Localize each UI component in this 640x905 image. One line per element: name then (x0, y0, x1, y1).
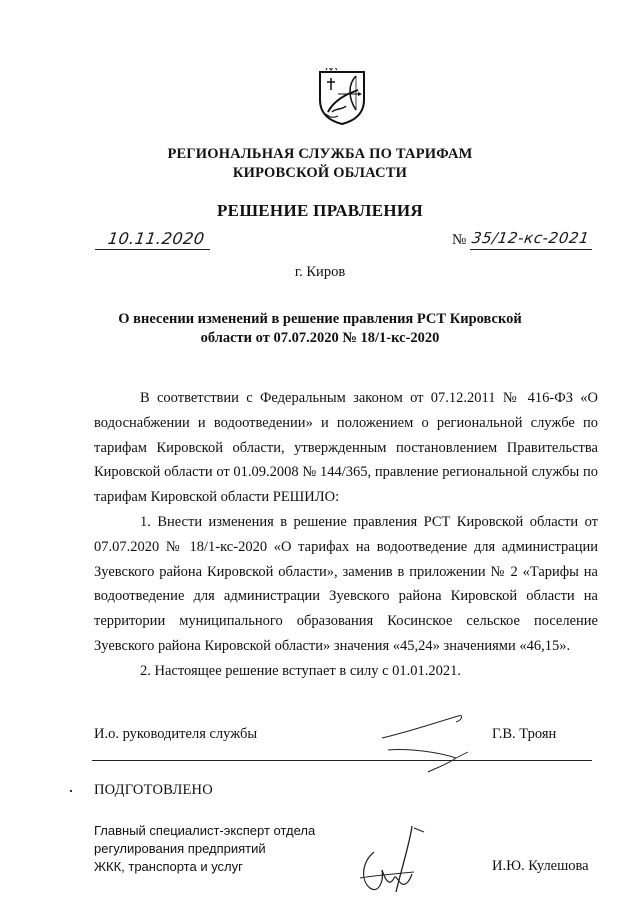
document-body (94, 386, 598, 684)
handwritten-signature (378, 708, 488, 773)
organization-name-line2: КИРОВСКОЙ ОБЛАСТИ (232, 165, 408, 181)
handwritten-date: 10.11.2020 (106, 229, 206, 248)
preparer-role-line3: ЖКК, транспорта и услуг (94, 859, 243, 874)
date-underline (95, 249, 210, 250)
number-underline (470, 249, 592, 250)
coat-of-arms-emblem (318, 68, 366, 126)
prepared-label: ПОДГОТОВЛЕНО (94, 782, 213, 798)
signatory-title: И.о. руководителя службы (94, 726, 258, 742)
preparer-role-line1: Главный специалист-эксперт отдела (94, 823, 316, 838)
signatory-name: Г.В. Троян (492, 726, 557, 742)
document-type-title: РЕШЕНИЕ ПРАВЛЕНИЯ (217, 201, 423, 220)
handwritten-document-number: 35/12-кс-2021 (470, 229, 591, 247)
stray-mark (70, 790, 72, 792)
preparer-role (94, 822, 315, 876)
separator-line (92, 760, 592, 761)
city: г. Киров (294, 264, 346, 280)
body-paragraph: В соответствии с Федеральным законом от 07.12.2011 № 416-ФЗ «О водоснабжении и водоотведении» и положением о региональной службе по тарифам Кировской области, утвержденным постановлением Правительства Кировской области от 01.09.2008 № 144/365, правление региональной службы по тарифам Кировской области РЕШИЛО: (94, 390, 598, 506)
body-paragraph: 2. Настоящее решение вступает в силу с 01.01.2021. (140, 662, 462, 679)
number-label: № (452, 232, 467, 248)
preparer-role-line2: регулирования предприятий (94, 841, 266, 856)
body-paragraph: 1. Внести изменения в решение правления РСТ Кировской области от 07.07.2020 № 18/1-кс-2020 «О тарифах на водоотведение для администрации Зуевского района Кировской области», заменив в приложении № 2 «Тарифы на водоотведение для администрации Зуевского района Кировской области на территории муниципального образования Косинское сельское поселение Зуевского района Кировской области» значения «45,24» значениями «46,15». (94, 513, 598, 654)
subject-line1: О внесении изменений в решение правления РСТ Кировской (118, 311, 522, 327)
subject-line2: области от 07.07.2020 № 18/1-кс-2020 (200, 330, 440, 346)
organization-name-line1: РЕГИОНАЛЬНАЯ СЛУЖБА ПО ТАРИФАМ (167, 146, 473, 162)
preparer-name: И.Ю. Кулешова (492, 858, 589, 874)
handwritten-signature (352, 822, 442, 897)
